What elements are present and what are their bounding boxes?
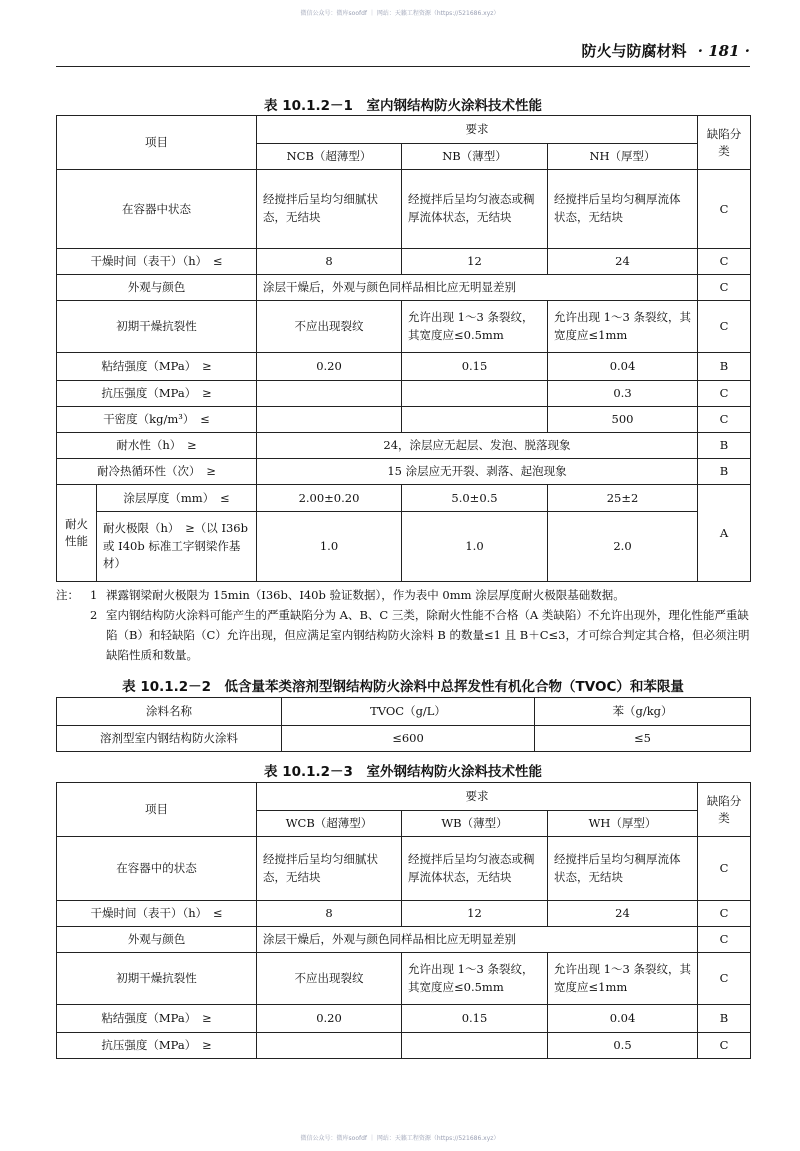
table3 [56,782,751,1059]
table1 [56,115,751,582]
row-label: 干密度（kg/m³） ≤ [57,407,257,433]
table1-col-nb: NB（薄型） [402,144,548,170]
table1-title: 表 10.1.2－1 室内钢结构防火涂料技术性能 [264,98,542,114]
table2-title: 表 10.1.2－2 低含量苯类溶剂型钢结构防火涂料中总挥发性有机化合物（TVOC）和苯限量 [122,679,684,695]
cell: ≤600 [282,726,535,752]
table3-header-item: 项目 [57,783,257,837]
table-row [57,353,751,381]
bottom-watermark: 微信公众号：微库soofdf ｜ 网站：天籁工程资源（https://521686.xyz） [300,1135,500,1142]
cell [402,381,548,407]
note-number: 1 [90,588,98,602]
row-label: 干燥时间（表干）（h） ≤ [57,249,257,275]
cell: 经搅拌后呈均匀液态或稠厚流体状态，无结块 [402,837,548,901]
table-row [57,275,751,301]
cell: 允许出现 1～3 条裂纹，其宽度应≤1mm [548,953,698,1005]
table-row [57,301,751,353]
cell [402,1033,548,1059]
defect-cell: C [698,301,751,353]
cell [257,381,402,407]
table1-header-item: 项目 [57,116,257,170]
table-row [57,249,751,275]
top-watermark: 微信公众号：微库soofdf ｜ 网站：天籁工程资源（https://521686.xyz） [300,10,500,17]
row-label: 耐火极限（h） ≥（以 I36b 或 I40b 标准工字钢梁作基材） [97,512,257,582]
defect-cell: C [698,381,751,407]
table2 [56,697,751,752]
cell: 24 [548,901,698,927]
cell: 0.15 [402,1005,548,1033]
table3-title: 表 10.1.2－3 室外钢结构防火涂料技术性能 [264,764,542,780]
cell: 8 [257,249,402,275]
defect-cell: B [698,459,751,485]
table2-header: TVOC（g/L） [282,698,535,726]
table2-header: 涂料名称 [57,698,282,726]
cell: 涂层干燥后，外观与颜色同样品相比应无明显差别 [257,927,698,953]
defect-cell: C [698,407,751,433]
cell: 2.00±0.20 [257,485,402,512]
table-row [57,726,751,752]
table-row [57,1033,751,1059]
row-label: 耐水性（h） ≥ [57,433,257,459]
running-title: 防火与防腐材料 [581,42,687,60]
table-row [57,381,751,407]
cell: ≤5 [535,726,751,752]
defect-cell: A [698,485,751,582]
cell [402,407,548,433]
row-label: 涂层厚度（mm） ≤ [97,485,257,512]
defect-cell: C [698,837,751,901]
cell: 8 [257,901,402,927]
table3-header-defect: 缺陷分类 [698,783,751,837]
table1-notes [56,585,756,665]
cell: 0.04 [548,1005,698,1033]
cell: 1.0 [402,512,548,582]
defect-cell: C [698,1033,751,1059]
cell: 15 涂层应无开裂、剥落、起泡现象 [257,459,698,485]
row-label: 抗压强度（MPa） ≥ [57,381,257,407]
cell: 0.5 [548,1033,698,1059]
table-row [57,1005,751,1033]
cell: 1.0 [257,512,402,582]
cell: 不应出现裂纹 [257,953,402,1005]
defect-cell: B [698,433,751,459]
cell: 经搅拌后呈均匀稠厚流体状态，无结块 [548,837,698,901]
cell: 经搅拌后呈均匀细腻状态，无结块 [257,837,402,901]
row-label: 外观与颜色 [57,927,257,953]
row-label: 耐冷热循环性（次） ≥ [57,459,257,485]
table-row [57,953,751,1005]
note-number: 2 [90,608,98,622]
note-item [56,585,756,605]
cell: 溶剂型室内钢结构防火涂料 [57,726,282,752]
cell: 不应出现裂纹 [257,301,402,353]
defect-cell: C [698,901,751,927]
row-label: 粘结强度（MPa） ≥ [57,353,257,381]
row-label: 在容器中状态 [57,170,257,249]
table-row [57,407,751,433]
page-number: · 181 · [697,42,750,60]
table1-header-requirement: 要求 [257,116,698,144]
table1-col-ncb: NCB（超薄型） [257,144,402,170]
table1-col-nh: NH（厚型） [548,144,698,170]
table-row [57,459,751,485]
defect-cell: C [698,275,751,301]
row-label: 初期干燥抗裂性 [57,301,257,353]
defect-cell: B [698,1005,751,1033]
cell [257,1033,402,1059]
note-label: 注： [56,588,79,602]
table3-col-wh: WH（厚型） [548,811,698,837]
table2-header: 苯（g/kg） [535,698,751,726]
defect-cell: C [698,953,751,1005]
table3-header-requirement: 要求 [257,783,698,811]
table3-col-wb: WB（薄型） [402,811,548,837]
cell: 涂层干燥后，外观与颜色同样品相比应无明显差别 [257,275,698,301]
row-label: 粘结强度（MPa） ≥ [57,1005,257,1033]
cell: 2.0 [548,512,698,582]
cell: 经搅拌后呈均匀稠厚流体状态，无结块 [548,170,698,249]
table1-header-defect: 缺陷分类 [698,116,751,170]
note-text: 裸露钢梁耐火极限为 15min（I36b、I40b 验证数据），作为表中 0mm 涂层厚度耐火极限基础数据。 [106,588,625,602]
header-rule [56,66,750,67]
cell: 0.04 [548,353,698,381]
cell: 24，涂层应无起层、发泡、脱落现象 [257,433,698,459]
cell: 25±2 [548,485,698,512]
page-header [582,40,750,61]
table-row [57,927,751,953]
cell: 0.20 [257,1005,402,1033]
cell: 经搅拌后呈均匀细腻状态，无结块 [257,170,402,249]
cell: 允许出现 1～3 条裂纹，其宽度应≤0.5mm [402,301,548,353]
fire-group-label: 耐火性能 [57,485,97,582]
row-label: 初期干燥抗裂性 [57,953,257,1005]
table-row [57,901,751,927]
cell: 12 [402,249,548,275]
cell: 0.15 [402,353,548,381]
cell [257,407,402,433]
note-item [56,605,756,665]
defect-cell: C [698,170,751,249]
row-label: 干燥时间（表干）（h） ≤ [57,901,257,927]
table3-col-wcb: WCB（超薄型） [257,811,402,837]
cell: 允许出现 1～3 条裂纹，其宽度应≤1mm [548,301,698,353]
defect-cell: C [698,249,751,275]
table-row [57,485,751,512]
table-row [57,512,751,582]
cell: 5.0±0.5 [402,485,548,512]
cell: 0.3 [548,381,698,407]
cell: 经搅拌后呈均匀液态或稠厚流体状态，无结块 [402,170,548,249]
cell: 允许出现 1～3 条裂纹，其宽度应≤0.5mm [402,953,548,1005]
table-row [57,433,751,459]
cell: 0.20 [257,353,402,381]
row-label: 在容器中的状态 [57,837,257,901]
table-row [57,170,751,249]
cell: 24 [548,249,698,275]
defect-cell: B [698,353,751,381]
table-row [57,837,751,901]
defect-cell: C [698,927,751,953]
row-label: 外观与颜色 [57,275,257,301]
note-text: 室内钢结构防火涂料可能产生的严重缺陷分为 A、B、C 三类，除耐火性能不合格（A 类缺陷）不允许出现外，理化性能严重缺陷（B）和轻缺陷（C）允许出现，但应满足室内钢结构防火涂料 B 的数量≤1 且 B＋C≤3，才可综合判定其合格，但必须注明缺陷性质和数量。 [106,608,750,662]
cell: 500 [548,407,698,433]
row-label: 抗压强度（MPa） ≥ [57,1033,257,1059]
cell: 12 [402,901,548,927]
